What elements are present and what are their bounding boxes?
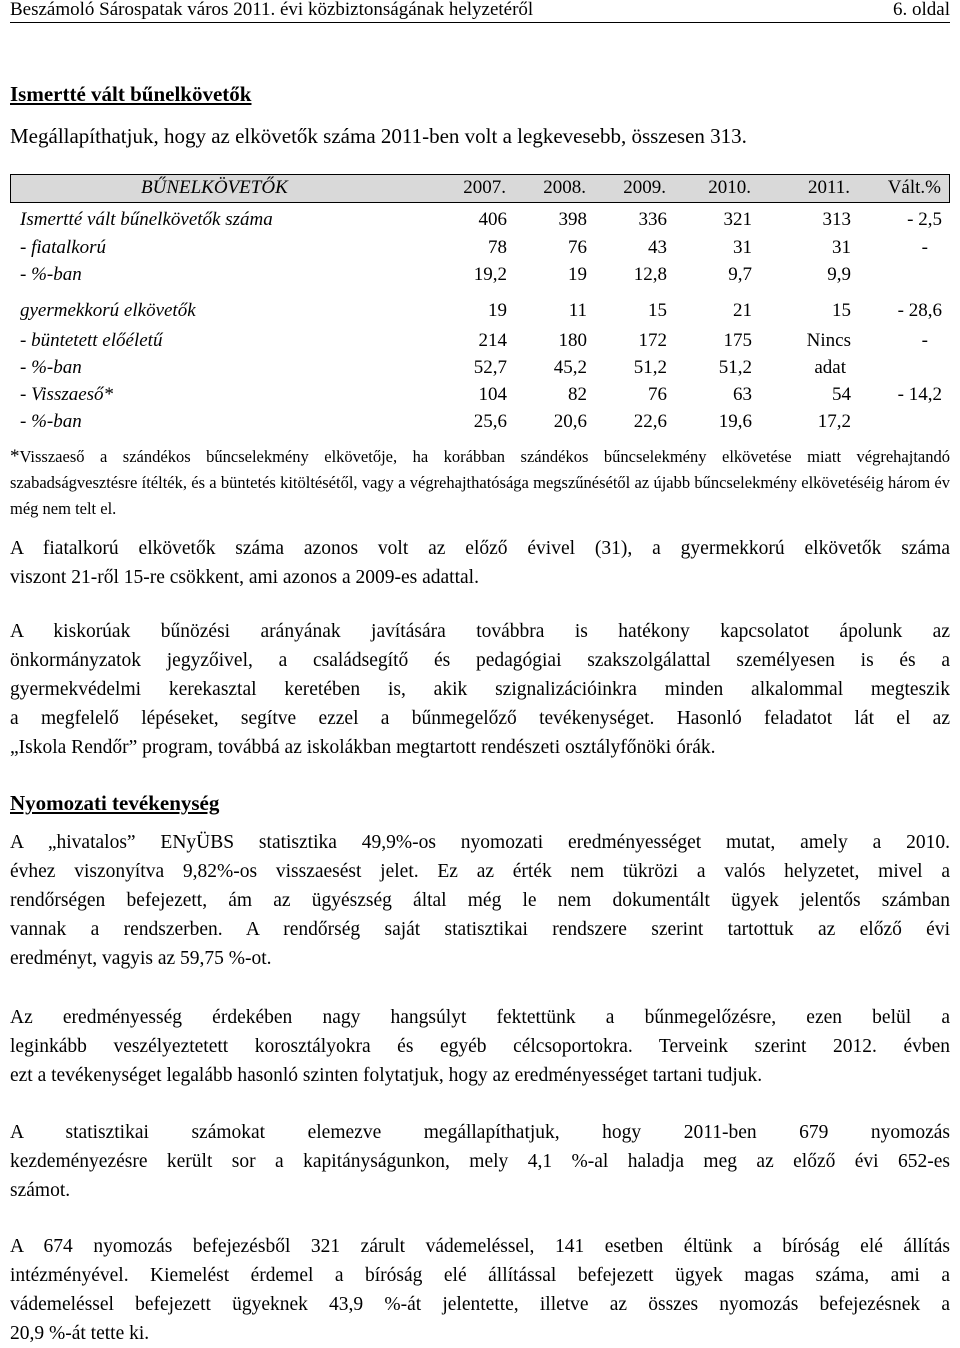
- cell-2009: 15: [648, 300, 667, 321]
- paragraph-closures: [10, 1232, 950, 1348]
- text-line: 20,9 %-át tette ki.: [10, 1323, 150, 1344]
- cell-2010: 21: [733, 300, 752, 321]
- cell-2008: 180: [558, 330, 587, 351]
- table-row: [10, 209, 950, 237]
- table-header-2010: 2010.: [708, 177, 751, 198]
- cell-2009: 22,6: [633, 411, 667, 432]
- paragraph-statistics: [10, 828, 950, 973]
- row-label: - %-ban: [20, 357, 82, 378]
- text-line: önkormányzatok jegyzőivel, a családsegítő és pedagógiai szakszolgálattal személyesen is és a: [10, 650, 950, 671]
- cell-2007: 19,2: [473, 264, 507, 285]
- paragraph-effectiveness: [10, 1003, 950, 1090]
- cell-2008: 19: [568, 264, 587, 285]
- row-label: Ismertté vált bűnelkövetők száma: [20, 209, 273, 230]
- table-header-2007: 2007.: [463, 177, 506, 198]
- cell-2008: 11: [568, 300, 587, 321]
- cell-2008: 45,2: [553, 357, 587, 378]
- text-line: ezt a tevékenységet legalább hasonló szinten folytatjuk, hogy az eredményességet tartani tudjuk.: [10, 1065, 763, 1086]
- table-row: [10, 264, 950, 300]
- intro-paragraph: Megállapíthatjuk, hogy az elkövetők száma 2011-ben volt a legkevesebb, összesen 313.: [10, 124, 747, 148]
- text-line: A kiskorúak bűnözési arányának javítására továbbra is hatékony kapcsolatot ápolunk az: [10, 621, 950, 642]
- cell-2007: 25,6: [473, 411, 507, 432]
- row-label: - %-ban: [20, 411, 82, 432]
- row-label: gyermekkorú elkövetők: [20, 300, 196, 321]
- cell-2009: 12,8: [633, 264, 667, 285]
- cell-2008: 398: [558, 209, 587, 230]
- cell-change: -: [921, 237, 928, 258]
- cell-2011: adat: [814, 357, 846, 378]
- text-line: A statisztikai számokat elemezve megállapíthatjuk, hogy 2011-ben 679 nyomozás: [10, 1122, 950, 1143]
- cell-2007: 214: [478, 330, 507, 351]
- cell-change: - 28,6: [897, 300, 942, 321]
- text-line: rendőrségen befejezett, ám az ügyészség által még le nem dokumentált ügyek jelentős számban: [10, 890, 950, 911]
- text-line: intézményével. Kiemelést érdemel a bíróság elé állítással befejezett ügyek magas száma, ami a: [10, 1265, 950, 1286]
- cell-2011: 313: [822, 209, 851, 230]
- cell-2009: 51,2: [633, 357, 667, 378]
- cell-2007: 19: [488, 300, 507, 321]
- paragraph-juvenile: [10, 534, 950, 592]
- table-header-2011: 2011.: [807, 177, 850, 198]
- paragraph-investigations-count: [10, 1118, 950, 1205]
- cell-change: -: [921, 330, 928, 351]
- paragraph-prevention: [10, 617, 950, 762]
- text-line: leginkább veszélyeztetett korosztályokra és egyéb célcsoportokra. Terveink szerint 2012. évben: [10, 1036, 950, 1057]
- table-header-row: [10, 174, 950, 203]
- text-line: viszont 21-ről 15-re csökkent, ami azonos a 2009-es adattal.: [10, 567, 479, 588]
- table-row: [10, 384, 950, 411]
- footnote-recidivist: [10, 444, 950, 522]
- cell-2009: 172: [638, 330, 667, 351]
- text-line: Az eredményesség érdekében nagy hangsúlyt fektettünk a bűnmegelőzésre, ezen belül a: [10, 1007, 950, 1028]
- cell-2011: 31: [832, 237, 851, 258]
- table-row: [10, 357, 950, 384]
- cell-change: - 14,2: [897, 384, 942, 405]
- cell-change: - 2,5: [907, 209, 942, 230]
- cell-2011: 9,9: [827, 264, 851, 285]
- offenders-table: [10, 174, 950, 438]
- text-line: A fiatalkorú elkövetők száma azonos volt az előző évivel (31), a gyermekkorú elkövetők száma: [10, 538, 950, 559]
- cell-2010: 19,6: [718, 411, 752, 432]
- row-label: - fiatalkorú: [20, 237, 107, 258]
- cell-2007: 104: [478, 384, 507, 405]
- header-page-number: 6. oldal: [893, 0, 950, 20]
- table-header-2009: 2009.: [623, 177, 666, 198]
- cell-2007: 78: [488, 237, 507, 258]
- cell-2008: 76: [568, 237, 587, 258]
- text-line: a megfelelő lépéseket, segítve ezzel a bűnmegelőző tevékenységet. Hasonló feladatot lát el az: [10, 708, 950, 729]
- table-header-2008: 2008.: [543, 177, 586, 198]
- cell-2007: 52,7: [473, 357, 507, 378]
- cell-2011: Nincs: [806, 330, 851, 351]
- page-header: [10, 0, 950, 23]
- text-line: számot.: [10, 1180, 71, 1201]
- cell-2009: 336: [638, 209, 667, 230]
- text-line: A 674 nyomozás befejezésből 321 zárult vádemeléssel, 141 esetben éltünk a bíróság elé állítás: [10, 1236, 950, 1257]
- cell-2011: 54: [832, 384, 851, 405]
- cell-2010: 321: [723, 209, 752, 230]
- text-line: kezdeményezésre került sor a kapitányságunkon, mely 4,1 %-al haladja meg az előző évi 652-es: [10, 1151, 950, 1172]
- cell-2010: 51,2: [718, 357, 752, 378]
- text-line: eredményt, vagyis az 59,75 %-ot.: [10, 948, 272, 969]
- text-line: „Iskola Rendőr” program, továbbá az iskolákban megtartott rendészeti osztályfőnöki órák.: [10, 737, 716, 758]
- footnote-text: Visszaeső a szándékos bűncselekmény elkövetője, ha korábban szándékos bűncselekmény elkövetése miatt végrehajtandó szabadságvesztésre ítélték, és a büntetés kitöltésétől, vagy a végrehajthatósága megszűnésétől az újabb bűncselekmény elkövetéséig három év még nem telt el.: [10, 447, 950, 518]
- footnote-star: *: [10, 446, 20, 467]
- cell-2010: 63: [733, 384, 752, 405]
- table-row: [10, 411, 950, 438]
- text-line: vádemeléssel befejezett ügyeknek 43,9 %-át jelentette, illetve az összes nyomozás befejezésnek a: [10, 1294, 950, 1315]
- cell-2008: 20,6: [553, 411, 587, 432]
- text-line: évhez viszonyítva 9,82%-os visszaesést jelet. Ez az érték nem tükrözi a valós helyzetet, mivel a: [10, 861, 950, 882]
- cell-2011: 15: [832, 300, 851, 321]
- table-row: [10, 237, 950, 264]
- row-label: - büntetett előéletű: [20, 330, 163, 351]
- cell-2009: 43: [648, 237, 667, 258]
- cell-2009: 76: [648, 384, 667, 405]
- text-line: A „hivatalos” ENyÜBS statisztika 49,9%-os nyomozati eredményességet mutat, amely a 2010.: [10, 832, 950, 853]
- cell-2010: 31: [733, 237, 752, 258]
- header-title: Beszámoló Sárospatak város 2011. évi közbiztonságának helyzetéről: [10, 0, 534, 20]
- cell-2011: 17,2: [817, 411, 851, 432]
- row-label: - %-ban: [20, 264, 82, 285]
- text-line: vannak a rendszerben. A rendőrség saját statisztikai rendszere szerint tartottuk az előző évi: [10, 919, 950, 940]
- cell-2010: 175: [723, 330, 752, 351]
- table-header-change: Vált.%: [887, 177, 941, 198]
- section-title-investigation: Nyomozati tevékenység: [10, 791, 220, 815]
- table-header-label: BŰNELKÖVETŐK: [141, 177, 288, 198]
- text-line: gyermekvédelmi kerekasztal keretében is, akik szignalizációinkra minden alkalommal megteszik: [10, 679, 950, 700]
- table-row: [10, 330, 950, 357]
- cell-2008: 82: [568, 384, 587, 405]
- cell-2007: 406: [478, 209, 507, 230]
- section-title-offenders: Ismertté vált bűnelkövetők: [10, 82, 252, 106]
- cell-2010: 9,7: [728, 264, 752, 285]
- row-label: - Visszaeső*: [20, 384, 114, 405]
